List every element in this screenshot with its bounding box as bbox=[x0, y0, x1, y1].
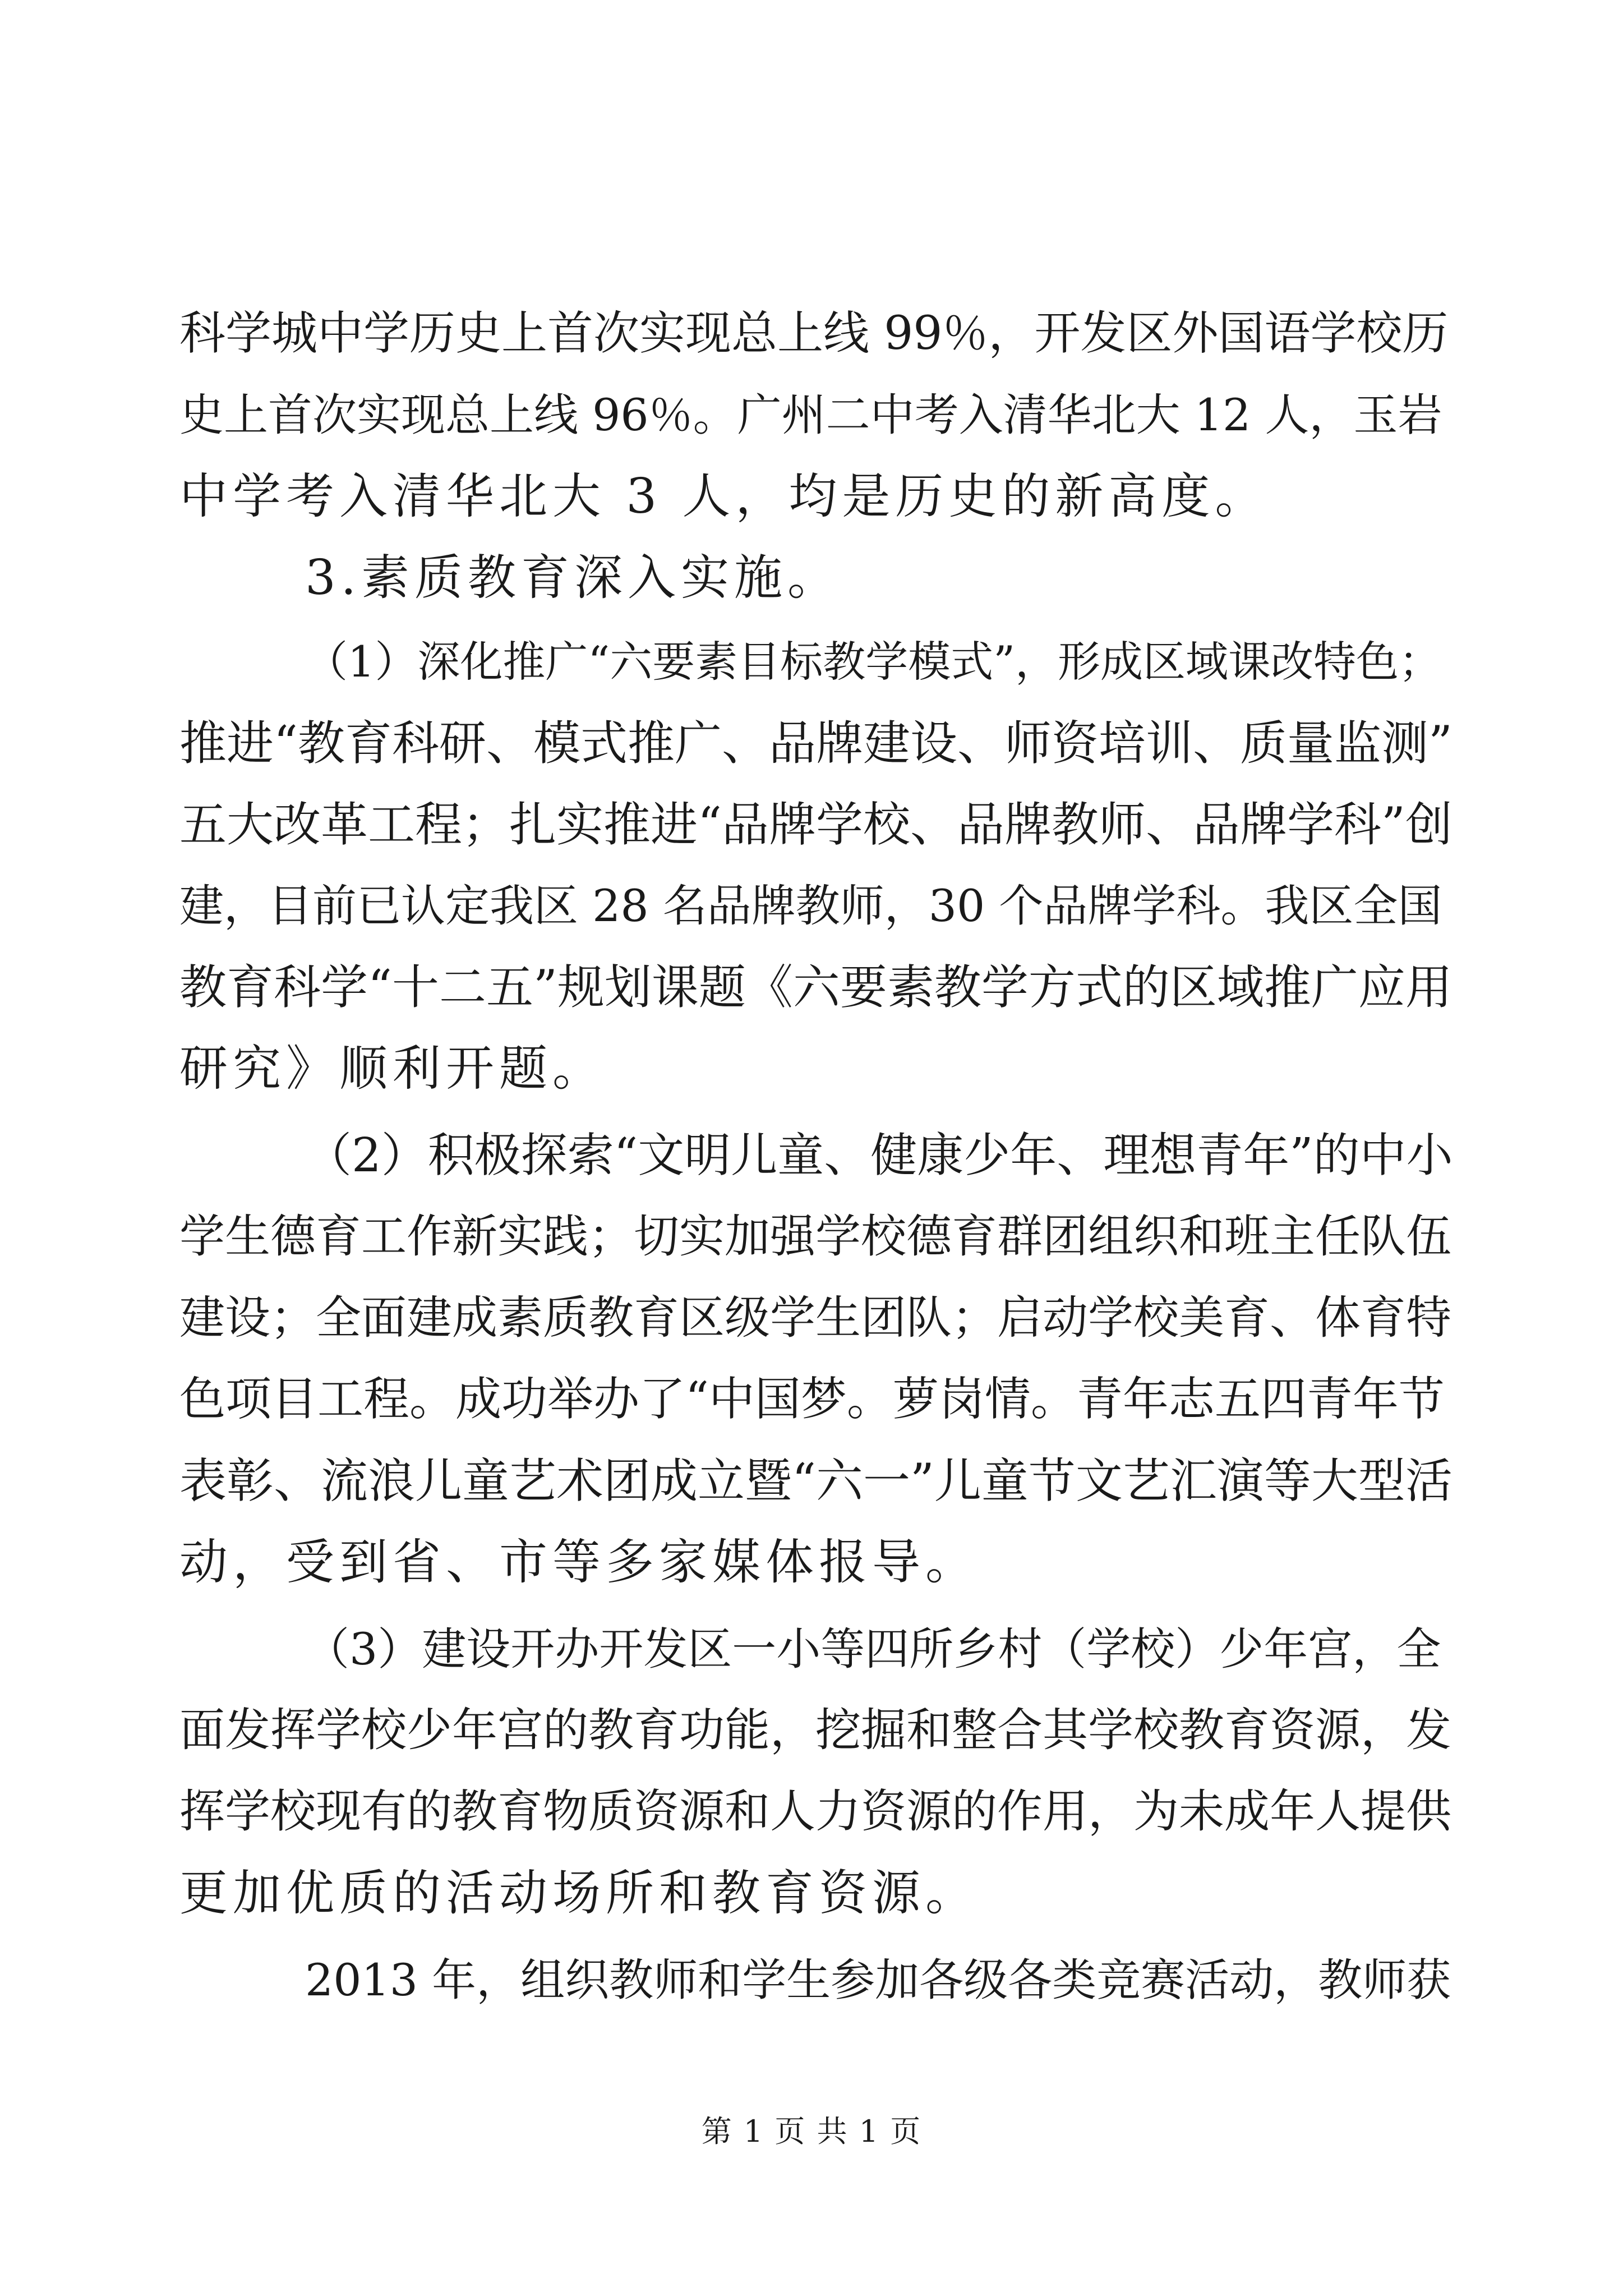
text-line-7: 五大改革工程；扎实推进“品牌学校、品牌教师、品牌学科”创 bbox=[179, 797, 1453, 852]
text-line-16: 动，受到省、市等多家媒体报导。 bbox=[179, 1534, 979, 1590]
text-line-3: 中学考入清华北大 3 人，均是历史的新高度。 bbox=[179, 468, 1269, 524]
text-line-5: （1）深化推广“六要素目标教学模式”，形成区域课改特色； bbox=[305, 637, 1442, 687]
text-line-10: 研究》顺利开题。 bbox=[179, 1041, 606, 1097]
text-line-19: 挥学校现有的教育物质资源和人力资源的作用，为未成年人提供 bbox=[179, 1786, 1452, 1838]
text-line-14: 色项目工程。成功举办了“中国梦。萝岗情。青年志五四青年节 bbox=[179, 1373, 1445, 1426]
text-line-13: 建设；全面建成素质教育区级学生团队；启动学校美育、体育特 bbox=[179, 1292, 1452, 1345]
text-line-2: 史上首次实现总上线 96％。广州二中考入清华北大 12 人，玉岩 bbox=[179, 389, 1442, 441]
text-line-12: 学生德育工作新实践；切实加强学校德育群团组织和班主任队伍 bbox=[179, 1211, 1452, 1263]
text-line-6: 推进“教育科研、模式推广、品牌建设、师资培训、质量监测” bbox=[179, 716, 1453, 771]
text-line-11: （2）积极探索“文明儿童、健康少年、理想青年”的中小 bbox=[305, 1128, 1453, 1182]
text-line-9: 教育科学“十二五”规划课题《六要素教学方式的区域推广应用 bbox=[179, 960, 1453, 1015]
text-line-18: 面发挥学校少年宫的教育功能，挖掘和整合其学校教育资源，发 bbox=[179, 1704, 1452, 1757]
text-line-8: 建，目前已认定我区 28 名品牌教师，30 个品牌学科。我区全国 bbox=[179, 880, 1442, 932]
text-line-1: 科学城中学历史上首次实现总上线 99％，开发区外国语学校历 bbox=[179, 307, 1449, 360]
text-line-15: 表彰、流浪儿童艺术团成立暨“六一”儿童节文艺汇演等大型活 bbox=[179, 1453, 1453, 1508]
page-footer: 第 1 页 共 1 页 bbox=[701, 2114, 922, 2149]
text-line-17: （3）建设开办开发区一小等四所乡村（学校）少年宫，全 bbox=[305, 1623, 1441, 1675]
section-heading: 3.素质教育深入实施。 bbox=[305, 550, 841, 606]
text-line-21: 2013 年，组织教师和学生参加各级各类竞赛活动，教师获 bbox=[305, 1954, 1451, 2006]
text-line-20: 更加优质的活动场所和教育资源。 bbox=[179, 1865, 979, 1921]
